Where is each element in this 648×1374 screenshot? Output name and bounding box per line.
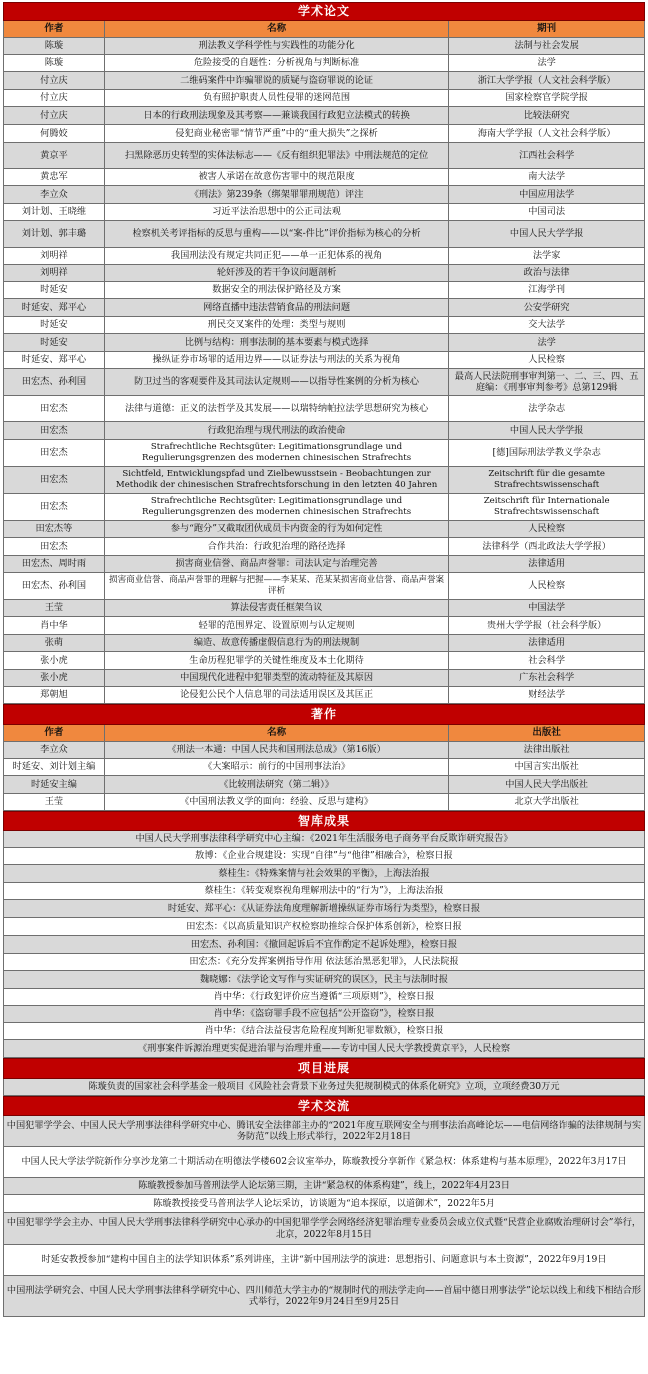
paper-row	[3, 396, 645, 422]
entry-text: 陈璇负责的国家社会科学基金一般项目《风险社会背景下业务过失犯规制模式的体系化研究》立项，立项经费30万元	[4, 1079, 645, 1095]
title-cell: 刑法教义学科学性与实践性的功能分化	[105, 38, 449, 54]
column-header: 期刊	[449, 21, 645, 37]
title-cell: 侵犯商业秘密罪“情节严重”中的“重大损失”之探析	[105, 125, 449, 142]
paper-row	[3, 635, 645, 652]
author-cell: 张萌	[4, 635, 105, 651]
paper-row	[3, 494, 645, 521]
entry-text: 蔡桂生：《特殊案情与社会效果的平衡》，上海法治报	[4, 865, 645, 882]
venue-cell: 法学	[449, 334, 645, 351]
title-cell: 扫黑除恶历史转型的实体法标志——《反有组织犯罪法》中刑法规范的定位	[105, 143, 449, 168]
exchange-row	[3, 1195, 645, 1213]
entry-text: 中国刑法学研究会、中国人民大学刑事法律科学研究中心、四川师范大学主办的“规制时代的刑法学走向——首届中德日刑事法学”论坛以线上和线下相结合形式举行，2022年9月24日至9月25日	[4, 1276, 645, 1316]
venue-cell: 法律适用	[449, 556, 645, 572]
title-cell: 我国刑法没有规定共同正犯——单一正犯体系的视角	[105, 248, 449, 264]
paper-row	[3, 90, 645, 107]
think-tank-row	[3, 936, 645, 954]
title-cell: 防卫过当的客观要件及其司法认定规则——以指导性案例的分析为核心	[105, 369, 449, 395]
title-cell: 二维码案件中诈骗罪说的质疑与盗窃罪说的论证	[105, 72, 449, 89]
venue-cell: 北京大学出版社	[449, 794, 645, 810]
column-header-row	[3, 725, 645, 742]
venue-cell: 中国法学	[449, 600, 645, 616]
title-cell: 网络直播中违法营销食品的刑法问题	[105, 299, 449, 316]
title-cell: 危险接受的自题性：分析视角与判断标准	[105, 55, 449, 71]
paper-row	[3, 652, 645, 670]
entry-text: 敖博：《企业合规建设：实现“自律”与“他律”相融合》，检察日报	[4, 848, 645, 864]
entry-text: 蔡桂生：《转变观察视角理解刑法中的“行为”》，上海法治报	[4, 883, 645, 899]
paper-row	[3, 221, 645, 248]
venue-cell: 中国言实出版社	[449, 759, 645, 775]
think-tank-row	[3, 918, 645, 936]
title-cell: 损害商业信誉、商品声誉罪：司法认定与治理完善	[105, 556, 449, 572]
title-cell: 参与“跑分”又截取团伙成员卡内资金的行为如何定性	[105, 521, 449, 537]
author-cell: 田宏杰	[4, 422, 105, 439]
author-cell: 田宏杰等	[4, 521, 105, 537]
venue-cell: [德]国际刑法学教义学杂志	[449, 440, 645, 466]
paper-row	[3, 107, 645, 125]
exchange-row	[3, 1147, 645, 1178]
book-row	[3, 794, 645, 811]
think-tank-row	[3, 883, 645, 900]
author-cell: 时延安、郑平心	[4, 352, 105, 368]
title-cell: 习近平法治思想中的公正司法观	[105, 204, 449, 220]
paper-row	[3, 248, 645, 265]
title-cell: Strafrechtliche Rechtsgüter: Legitimationsgrundlage und Regulierungsgrenzen des modernen chinesischen Strafrechts	[105, 440, 449, 466]
paper-row	[3, 169, 645, 186]
paper-row	[3, 556, 645, 573]
paper-row	[3, 600, 645, 617]
entry-text: 田宏杰：《以高质量知识产权检察助推综合保护体系创新》，检察日报	[4, 918, 645, 935]
title-cell: 《刑法一本通：中国人民共和国刑法总成》（第16版）	[105, 742, 449, 758]
title-cell: Strafrechtliche Rechtsgüter: Legitimationsgrundlage und Regulierungsgrenzen des modernen chinesischen Strafrechts	[105, 494, 449, 520]
exchange-row	[3, 1116, 645, 1147]
title-cell: Sichtfeld, Entwicklungspfad und Zielbewusstsein - Beobachtungen zur Methodik der chinesischen Strafrechtsforschung in den letzten 40 Jahren	[105, 467, 449, 493]
title-cell: 日本的行政刑法现象及其考察——兼谈我国行政犯立法模式的转换	[105, 107, 449, 124]
think-tank-row	[3, 1023, 645, 1040]
venue-cell: 中国人民大学出版社	[449, 776, 645, 793]
paper-row	[3, 467, 645, 494]
author-cell: 李立众	[4, 742, 105, 758]
book-row	[3, 742, 645, 759]
project-row	[3, 1079, 645, 1096]
exchange-row	[3, 1245, 645, 1276]
author-cell: 田宏杰	[4, 396, 105, 421]
venue-cell: 江西社会科学	[449, 143, 645, 168]
title-cell: 《刑法》第239条（绑架罪罪刑规范）评注	[105, 186, 449, 203]
paper-row	[3, 369, 645, 396]
exchange-row	[3, 1178, 645, 1195]
entry-text: 中国人民大学刑事法律科学研究中心主编：《2021年生活服务电子商务平台反欺诈研究报告》	[4, 831, 645, 847]
author-cell: 刘明祥	[4, 265, 105, 281]
entry-text: 陈璇教授参加马普刑法学人论坛第三期，主讲“紧急权的体系构建”，线上，2022年4月23日	[4, 1178, 645, 1194]
section-banner-papers: 学术论文	[3, 2, 645, 21]
entry-text: 肖中华：《结合法益侵害危险程度判断犯罪数额》，检察日报	[4, 1023, 645, 1039]
paper-row	[3, 186, 645, 204]
think-tank-row	[3, 989, 645, 1006]
venue-cell: 社会科学	[449, 652, 645, 669]
venue-cell: 广东社会科学	[449, 670, 645, 686]
author-cell: 田宏杰	[4, 467, 105, 493]
title-cell: 数据安全的刑法保护路径及方案	[105, 282, 449, 298]
venue-cell: 最高人民法院刑事审判第一、二、三、四、五庭编：《刑事审判参考》总第129辑	[449, 369, 645, 395]
paper-row	[3, 334, 645, 352]
paper-row	[3, 204, 645, 221]
entry-text: 肖中华：《行政犯评价应当遵循“三项原则”》，检察日报	[4, 989, 645, 1005]
paper-row	[3, 422, 645, 440]
venue-cell: 法制与社会发展	[449, 38, 645, 54]
column-header: 出版社	[449, 725, 645, 741]
author-cell: 张小虎	[4, 652, 105, 669]
author-cell: 刘明祥	[4, 248, 105, 264]
think-tank-row	[3, 865, 645, 883]
title-cell: 法律与道德：正义的法哲学及其发展——以瑞特纳帕拉法学思想研究为核心	[105, 396, 449, 421]
title-cell: 损害商业信誉、商品声誉罪的理解与把握——李某某、范某某损害商业信誉、商品声誉案评析	[105, 573, 449, 599]
paper-row	[3, 440, 645, 467]
title-cell: 《中国刑法教义学的面向：经验、反思与建构》	[105, 794, 449, 810]
entry-text: 中国人民大学法学院新作分享沙龙第二十期活动在明德法学楼602会议室举办，陈璇教授分享新作《紧急权：体系建构与基本原理》，2022年3月17日	[4, 1147, 645, 1177]
exchange-row	[3, 1213, 645, 1245]
paper-row	[3, 38, 645, 55]
venue-cell: 中国人民大学学报	[449, 221, 645, 247]
author-cell: 张小虎	[4, 670, 105, 686]
title-cell: 《大案昭示：前行的中国刑事法治》	[105, 759, 449, 775]
venue-cell: Zeitschrift für die gesamte Strafrechtswissenschaft	[449, 467, 645, 493]
entry-text: 肖中华：《盗窃罪手段不应包括“公开盗窃”》，检察日报	[4, 1006, 645, 1022]
column-header: 作者	[4, 21, 105, 37]
paper-row	[3, 265, 645, 282]
section-banner-exchange: 学术交流	[3, 1096, 645, 1116]
author-cell: 肖中华	[4, 617, 105, 634]
title-cell: 行政犯治理与现代刑法的政治使命	[105, 422, 449, 439]
section-banner-books: 著作	[3, 704, 645, 725]
title-cell: 中国现代化进程中犯罪类型的流动特征及其原因	[105, 670, 449, 686]
venue-cell: 比较法研究	[449, 107, 645, 124]
venue-cell: 人民检察	[449, 573, 645, 599]
author-cell: 时延安、郑平心	[4, 299, 105, 316]
title-cell: 被害人承诺在故意伤害罪中的规范限度	[105, 169, 449, 185]
entry-text: 魏晓娜：《法学论文写作与实证研究的误区》，民主与法制时报	[4, 971, 645, 988]
title-cell: 检察机关考评指标的反思与重构——以“案-件比”评价指标为核心的分析	[105, 221, 449, 247]
entry-text: 中国犯罪学学会主办、中国人民大学刑事法律科学研究中心承办的中国犯罪学学会网络经济犯罪治理专业委员会成立仪式暨“民营企业腐败治理研讨会”举行，北京，2022年8月15日	[4, 1213, 645, 1244]
title-cell: 生命历程犯罪学的关键性维度及本土化期待	[105, 652, 449, 669]
venue-cell: 江海学刊	[449, 282, 645, 298]
venue-cell: 国家检察官学院学报	[449, 90, 645, 106]
title-cell: 轮奸涉及的若干争议问题剖析	[105, 265, 449, 281]
venue-cell: 中国人民大学学报	[449, 422, 645, 439]
results-sheet	[3, 2, 645, 1317]
think-tank-row	[3, 971, 645, 989]
author-cell: 付立庆	[4, 90, 105, 106]
paper-row	[3, 299, 645, 317]
venue-cell: 南大法学	[449, 169, 645, 185]
venue-cell: 政治与法律	[449, 265, 645, 281]
paper-row	[3, 125, 645, 143]
author-cell: 田宏杰	[4, 494, 105, 520]
venue-cell: 法学家	[449, 248, 645, 264]
author-cell: 李立众	[4, 186, 105, 203]
author-cell: 付立庆	[4, 107, 105, 124]
title-cell: 合作共治：行政犯治理的路径选择	[105, 538, 449, 555]
paper-row	[3, 538, 645, 556]
author-cell: 田宏杰	[4, 538, 105, 555]
paper-row	[3, 521, 645, 538]
author-cell: 时延安	[4, 334, 105, 351]
paper-row	[3, 317, 645, 334]
paper-row	[3, 143, 645, 169]
entry-text: 《刑事案件诉源治理更实促进治罪与治理并重——专访中国人民大学教授黄京平》，人民检察	[4, 1040, 645, 1057]
book-row	[3, 759, 645, 776]
venue-cell: Zeitschrift für Internationale Strafrechtswissenschaft	[449, 494, 645, 520]
venue-cell: 浙江大学学报（人文社会科学版）	[449, 72, 645, 89]
entry-text: 田宏杰：《充分发挥案例指导作用 依法惩治黑恶犯罪》，人民法院报	[4, 954, 645, 970]
author-cell: 田宏杰、孙利国	[4, 573, 105, 599]
paper-row	[3, 55, 645, 72]
venue-cell: 交大法学	[449, 317, 645, 333]
title-cell: 操纵证券市场罪的适用边界——以证券法与刑法的关系为视角	[105, 352, 449, 368]
column-header-row	[3, 21, 645, 38]
author-cell: 时延安	[4, 317, 105, 333]
think-tank-row	[3, 848, 645, 865]
title-cell: 《比较刑法研究（第二辑）》	[105, 776, 449, 793]
section-banner-think-tank: 智库成果	[3, 811, 645, 831]
author-cell: 王莹	[4, 600, 105, 616]
paper-row	[3, 72, 645, 90]
author-cell: 陈璇	[4, 38, 105, 54]
think-tank-row	[3, 1040, 645, 1058]
author-cell: 田宏杰、孙利国	[4, 369, 105, 395]
entry-text: 时延安、郑平心：《从证券法角度理解新增操纵证券市场行为类型》，检察日报	[4, 900, 645, 917]
title-cell: 编造、故意传播虚假信息行为的刑法规制	[105, 635, 449, 651]
author-cell: 田宏杰、周时雨	[4, 556, 105, 572]
venue-cell: 海南大学学报（人文社会科学版）	[449, 125, 645, 142]
venue-cell: 财经法学	[449, 687, 645, 703]
author-cell: 黄京平	[4, 143, 105, 168]
author-cell: 时延安	[4, 282, 105, 298]
venue-cell: 法律出版社	[449, 742, 645, 758]
column-header: 作者	[4, 725, 105, 741]
book-row	[3, 776, 645, 794]
author-cell: 田宏杰	[4, 440, 105, 466]
entry-text: 时延安教授参加“建构中国自主的法学知识体系”系列讲座，主讲“新中国刑法学的演进：思想指引、问题意识与本土资源”，2022年9月19日	[4, 1245, 645, 1275]
author-cell: 刘计划、郭丰璐	[4, 221, 105, 247]
venue-cell: 法律科学（西北政法大学学报）	[449, 538, 645, 555]
author-cell: 刘计划、王晓维	[4, 204, 105, 220]
title-cell: 论侵犯公民个人信息罪的司法适用误区及其匡正	[105, 687, 449, 703]
venue-cell: 公安学研究	[449, 299, 645, 316]
title-cell: 负有照护职责人员性侵罪的迷网范围	[105, 90, 449, 106]
column-header: 名称	[105, 21, 449, 37]
venue-cell: 法律适用	[449, 635, 645, 651]
exchange-row	[3, 1276, 645, 1317]
think-tank-row	[3, 831, 645, 848]
paper-row	[3, 573, 645, 600]
title-cell: 算法侵害责任框架刍议	[105, 600, 449, 616]
venue-cell: 贵州大学学报（社会科学版）	[449, 617, 645, 634]
author-cell: 陈璇	[4, 55, 105, 71]
section-banner-projects: 项目进展	[3, 1058, 645, 1079]
author-cell: 付立庆	[4, 72, 105, 89]
paper-row	[3, 352, 645, 369]
author-cell: 王莹	[4, 794, 105, 810]
column-header: 名称	[105, 725, 449, 741]
venue-cell: 人民检察	[449, 521, 645, 537]
title-cell: 比例与结构：刑事法制的基本要素与模式选择	[105, 334, 449, 351]
author-cell: 时延安、刘计划主编	[4, 759, 105, 775]
venue-cell: 中国司法	[449, 204, 645, 220]
think-tank-row	[3, 954, 645, 971]
venue-cell: 法学杂志	[449, 396, 645, 421]
venue-cell: 法学	[449, 55, 645, 71]
author-cell: 郑朝旭	[4, 687, 105, 703]
author-cell: 黄忠军	[4, 169, 105, 185]
entry-text: 陈璇教授接受马普刑法学人论坛采访，访谈题为“追本探原，以道御术”，2022年5月	[4, 1195, 645, 1212]
venue-cell: 中国应用法学	[449, 186, 645, 203]
entry-text: 田宏杰、孙利国：《撤回起诉后不宜作酌定不起诉处理》，检察日报	[4, 936, 645, 953]
think-tank-row	[3, 1006, 645, 1023]
title-cell: 刑民交叉案件的处理：类型与规则	[105, 317, 449, 333]
paper-row	[3, 687, 645, 704]
paper-row	[3, 670, 645, 687]
entry-text: 中国犯罪学学会、中国人民大学刑事法律科学研究中心、腾讯安全法律部主办的“2021年度互联网安全与刑事法治高峰论坛——电信网络诈骗的法律规制与实务防范”以线上形式举行，2022年2月18日	[4, 1116, 645, 1146]
author-cell: 时延安主编	[4, 776, 105, 793]
author-cell: 何腾姣	[4, 125, 105, 142]
paper-row	[3, 282, 645, 299]
paper-row	[3, 617, 645, 635]
venue-cell: 人民检察	[449, 352, 645, 368]
think-tank-row	[3, 900, 645, 918]
title-cell: 轻罪的范围界定、设置原则与认定规则	[105, 617, 449, 634]
